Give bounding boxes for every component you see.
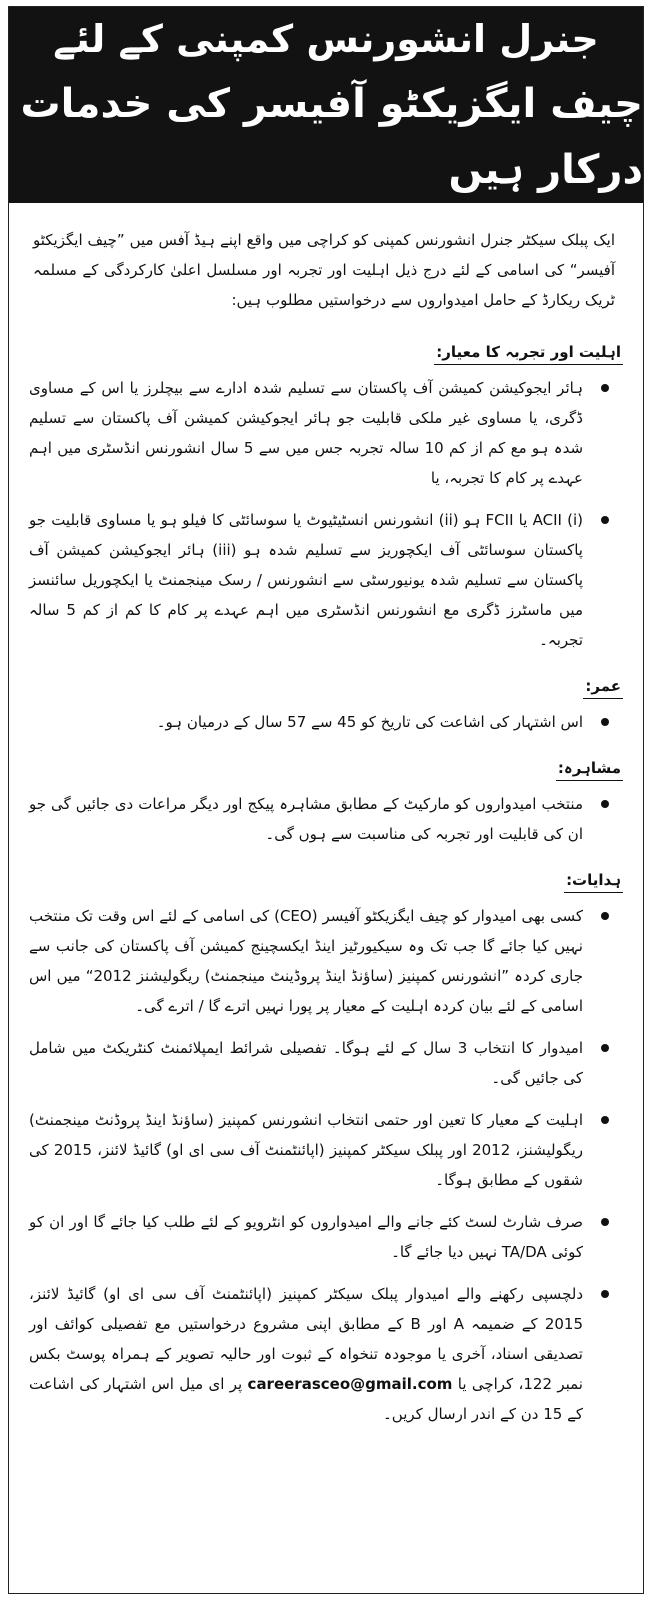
banner-title-line1: جنرل انشورنس کمپنی کے لئے [53, 17, 599, 61]
list-item [29, 1105, 623, 1195]
list-item [29, 1279, 623, 1429]
list-item [29, 901, 623, 1021]
list-item-text-part2: پر ای میل اس اشتہار کی اشاعت کے 15 دن کے اندر ارسال کریں۔ [29, 1375, 583, 1423]
bullet-icon [601, 1044, 609, 1052]
ad-body [9, 203, 643, 1429]
list-item-text-part1: دلچسپی رکھنے والے امیدوار پبلک سیکٹر کمپنیز (اپائنٹمنٹ آف سی ای او) گائیڈ لائنز، 2015 کے ضمیمہ A اور B کے مطابق اپنی مشروع درخواستیں مع تفصیلی کوائف اور تصدیقی اسناد، آخری یا موجودہ تنخواہ کے ثبوت اور حالیہ تصویر کے ہمراہ پوسٹ بکس نمبر 122، کراچی یا [29, 1285, 583, 1393]
list-item-text: (i) ACII یا FCII ہو (ii) انشورنس انسٹیٹیوٹ یا سوسائٹی کا فیلو ہو یا مساوی قابلیت جو پاکستان سوسائٹی آف ایکچوریز سے تسلیم شدہ ہو (iii) ہائر ایجوکیشن کمیشن آف پاکستان سے تسلیم شدہ یونیورسٹی سے انشورنس / رسک مینجمنٹ یا ایکچوریل سائنسز میں ماسٹرز ڈگری مع انشورنس انڈسٹری میں اہم عہدے پر کام کا کم از کم 5 سالہ تجربہ۔ [29, 511, 583, 649]
list-item-text: کسی بھی امیدوار کو چیف ایگزیکٹو آفیسر (CEO) کی اسامی کے لئے اس وقت تک منتخب نہیں کیا جائے گا جب تک وہ سیکیورٹیز اینڈ ایکسچینج کمیشن آف پاکستان کی جانب سے جاری کردہ ”انشورنس کمپنیز (ساؤنڈ اینڈ پروڈینٹ مینجمنٹ) ریگولیشنز 2012“ میں اس اسامی کے لئے بیان کردہ اہلیت کے معیار پر پورا نہیں اترے گا / اترے گی۔ [29, 907, 583, 1015]
salary-list [29, 789, 623, 849]
job-advertisement [8, 6, 644, 1594]
age-heading: عمر: [583, 675, 623, 699]
list-item-text: امیدوار کا انتخاب 3 سال کے لئے ہوگا۔ تفصیلی شرائط ایمپلائمنٹ کنٹریکٹ میں شامل کی جائیں گی۔ [29, 1039, 583, 1087]
section-age [29, 675, 623, 699]
bullet-icon [601, 1218, 609, 1226]
email-link[interactable]: careerasceo@gmail.com [247, 1375, 453, 1393]
bullet-icon [601, 912, 609, 920]
list-item-text: اہلیت کے معیار کا تعین اور حتمی انتخاب انشورنس کمپنیز (ساؤنڈ اینڈ پروڈنٹ مینجمنٹ) ریگولیشنز، 2012 اور پبلک سیکٹر کمپنیز (اپائنٹمنٹ آف سی ای او) گائیڈ لائنز، 2015 کی شقوں کے مطابق ہوگا۔ [29, 1111, 583, 1189]
banner-title-line2: چیف ایگزیکٹو آفیسر کی خدمات درکار ہیں [20, 81, 643, 193]
bullet-icon [601, 718, 609, 726]
bullet-icon [601, 1290, 609, 1298]
list-item [29, 707, 623, 737]
section-salary [29, 757, 623, 781]
header-banner [9, 7, 643, 203]
intro-paragraph: ایک پبلک سیکٹر جنرل انشورنس کمپنی کو کراچی میں واقع اپنے ہیڈ آفس میں ”چیف ایگزیکٹو آفیسر“ کی اسامی کے لئے درج ذیل اہلیت اور تجربہ اور مسلسل اعلیٰ کارکردگی کے مسلمہ ٹریک ریکارڈ کے حامل امیدواروں سے درخواستیں مطلوب ہیں: [33, 231, 615, 309]
list-item [29, 373, 623, 493]
list-item [29, 1207, 623, 1267]
list-item-text: ہائر ایجوکیشن کمیشن آف پاکستان سے تسلیم شدہ ادارے سے بیچلرز یا اس کے مساوی ڈگری، یا مساوی غیر ملکی قابلیت جو ہائر ایجوکیشن کمیشن آف پاکستان سے تسلیم شدہ ہو مع کم از کم 10 سالہ تجربہ جس میں سے 5 سال انشورنس انڈسٹری میں اہم عہدے پر کام کا تجربہ، یا [29, 379, 584, 487]
list-item [29, 789, 623, 849]
section-instructions [29, 869, 623, 893]
bullet-icon [601, 1116, 609, 1124]
qualification-heading: اہلیت اور تجربہ کا معیار: [434, 341, 623, 365]
instructions-heading: ہدایات: [564, 869, 623, 893]
section-qualification [29, 341, 623, 365]
list-item-text: منتخب امیدواروں کو مارکیٹ کے مطابق مشاہرہ پیکج اور دیگر مراعات دی جائیں گی جو ان کی قابلیت اور تجربہ کی مناسبت سے ہوں گی۔ [29, 795, 583, 843]
salary-heading: مشاہرہ: [556, 757, 623, 781]
bullet-icon [601, 800, 609, 808]
list-item [29, 505, 623, 655]
qualification-list [29, 373, 623, 655]
list-item-text: صرف شارٹ لسٹ کئے جانے والے امیدواروں کو انٹرویو کے لئے طلب کیا جائے گا اور ان کو کوئی TA/DA نہیں دیا جائے گا۔ [29, 1213, 583, 1261]
instructions-list [29, 901, 623, 1429]
bullet-icon [601, 516, 609, 524]
list-item-text: اس اشتہار کی اشاعت کی تاریخ کو 45 سے 57 سال کے درمیان ہو۔ [156, 713, 583, 731]
age-list [29, 707, 623, 737]
list-item [29, 1033, 623, 1093]
bullet-icon [601, 384, 609, 392]
